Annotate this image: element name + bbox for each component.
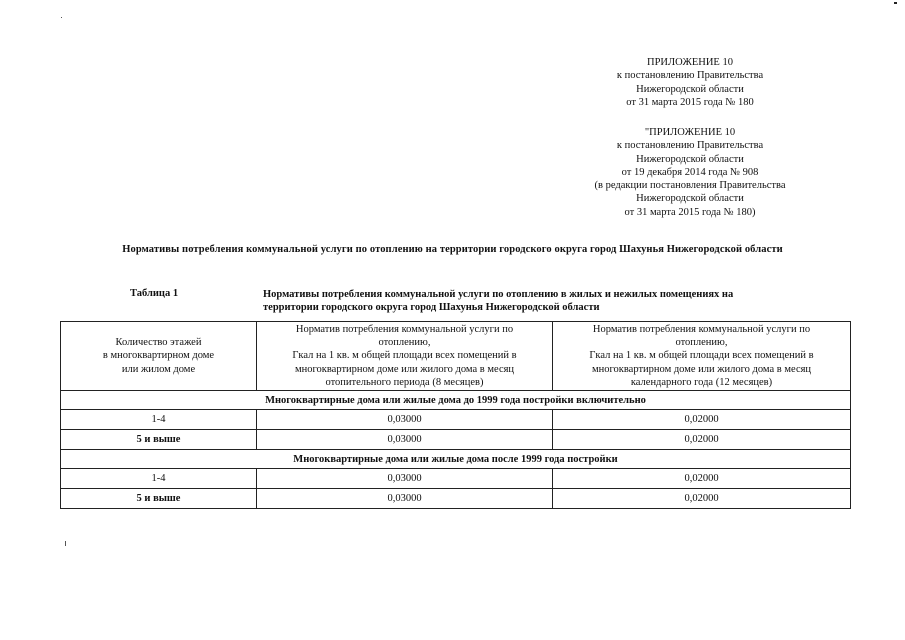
calendar-year-value: 0,02000 <box>553 410 851 430</box>
heating-period-value: 0,03000 <box>257 489 553 509</box>
heating-period-value: 0,03000 <box>257 469 553 489</box>
table-label: Таблица 1 <box>130 288 179 299</box>
header-title: "ПРИЛОЖЕНИЕ 10 <box>644 127 736 138</box>
table-caption-line: территории городского округа город Шахунья Нижегородской области <box>263 302 600 314</box>
header-cell-line: Норматив потребления коммунальной услуги по <box>592 323 811 335</box>
header-line: к постановлению Правительства <box>616 140 764 152</box>
header-line: к постановлению Правительства <box>616 70 764 82</box>
header-cell-line: Гкал на 1 кв. м общей площади всех помещений в <box>292 350 517 362</box>
heating-period-value: 0,03000 <box>257 410 553 430</box>
header-cell-line: в многоквартирном доме <box>102 350 215 362</box>
table-row <box>61 410 851 430</box>
document-title: Нормативы потребления коммунальной услуги по отоплению на территории городского округа город Шахунья Нижегородской области <box>122 244 783 255</box>
floors-cell: 5 и выше <box>61 489 257 509</box>
calendar-year-value: 0,02000 <box>553 469 851 489</box>
table-header-row <box>61 322 851 391</box>
header-cell-calendar-year <box>553 322 851 391</box>
calendar-year-value: 0,02000 <box>553 489 851 509</box>
header-cell-line: многоквартирном доме или жилого дома в месяц <box>294 363 515 375</box>
approval-header-current <box>590 56 790 109</box>
heating-period-value: 0,03000 <box>257 430 553 450</box>
header-line: Нижегородской области <box>636 193 744 205</box>
header-cell-line: или жилом доме <box>121 363 196 375</box>
header-line: Нижегородской области <box>636 83 744 95</box>
header-line: от 31 марта 2015 года № 180) <box>624 206 756 218</box>
header-cell-heating-period <box>257 322 553 391</box>
header-cell-line: отоплению, <box>378 337 431 349</box>
header-cell-line: календарного года (12 месяцев) <box>630 376 773 388</box>
header-line: (в редакции постановления Правительства <box>594 180 786 192</box>
header-cell-line: отоплению, <box>675 337 728 349</box>
calendar-year-value: 0,02000 <box>553 430 851 450</box>
scan-speck <box>894 2 897 4</box>
floors-cell: 1-4 <box>61 469 257 489</box>
norms-table <box>60 321 851 509</box>
floors-cell: 1-4 <box>61 410 257 430</box>
header-cell-line: отопительного периода (8 месяцев) <box>325 376 484 388</box>
approval-header-previous <box>565 126 815 219</box>
table-row <box>61 469 851 489</box>
table-row <box>61 489 851 509</box>
scan-speck <box>61 17 62 18</box>
section-row <box>61 450 851 469</box>
table-caption <box>263 288 823 315</box>
header-cell-line: Количество этажей <box>115 337 202 349</box>
header-line: от 31 марта 2015 года № 180 <box>626 96 754 108</box>
header-cell-line: Норматив потребления коммунальной услуги по <box>295 323 514 335</box>
table-caption-line: Нормативы потребления коммунальной услуги по отоплению в жилых и нежилых помещениях на <box>263 289 734 300</box>
floors-cell: 5 и выше <box>61 430 257 450</box>
section-row <box>61 391 851 410</box>
header-line: от 19 декабря 2014 года № 908 <box>621 166 759 178</box>
header-cell-line: многоквартирном доме или жилого дома в месяц <box>591 363 812 375</box>
header-cell-floors <box>61 322 257 391</box>
header-cell-line: Гкал на 1 кв. м общей площади всех помещений в <box>589 350 814 362</box>
section-title: Многоквартирные дома или жилые дома до 1999 года постройки включительно <box>61 391 851 410</box>
header-line: Нижегородской области <box>636 153 744 165</box>
scan-speck <box>65 541 66 546</box>
table-row <box>61 430 851 450</box>
header-title: ПРИЛОЖЕНИЕ 10 <box>647 57 733 68</box>
section-title: Многоквартирные дома или жилые дома после 1999 года постройки <box>61 450 851 469</box>
